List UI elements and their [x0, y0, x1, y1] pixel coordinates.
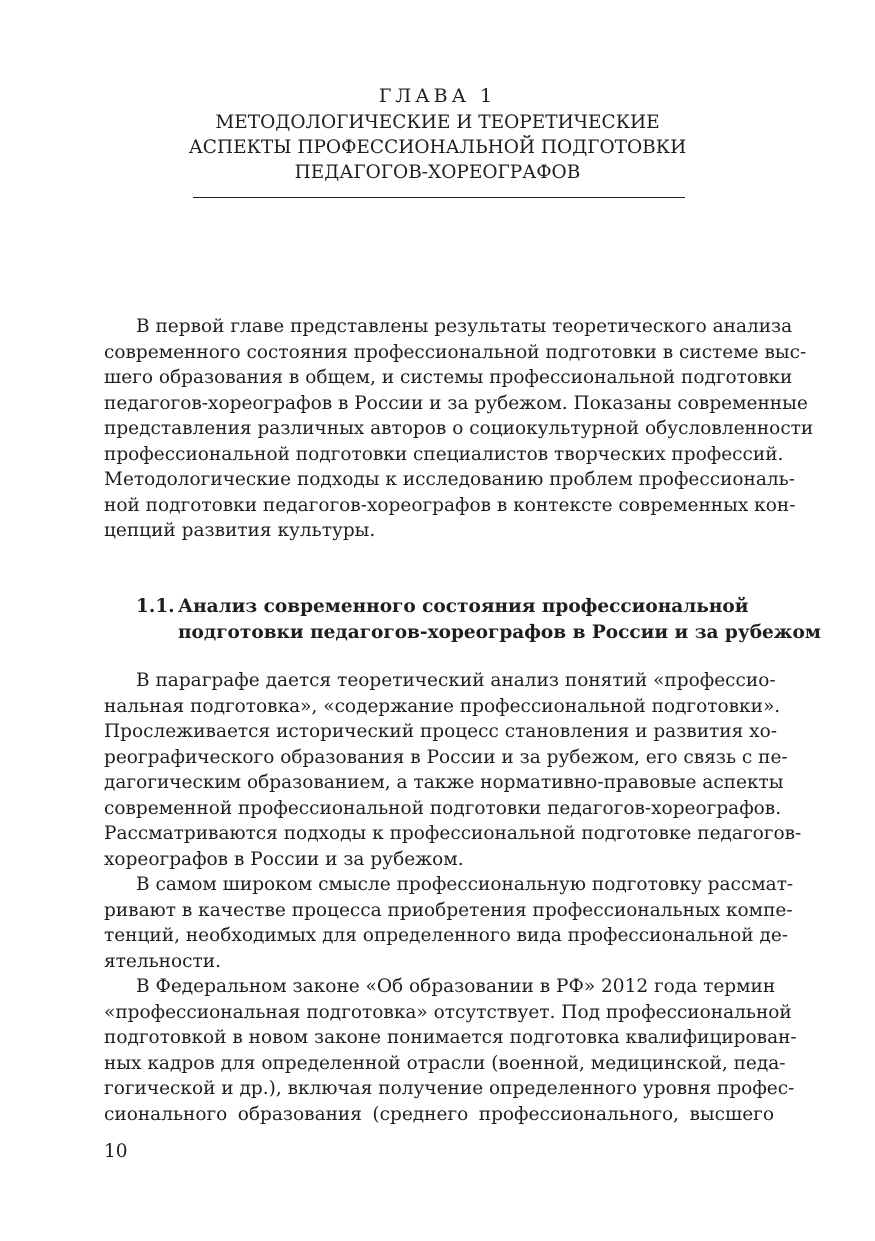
section-number: 1.1. [136, 596, 175, 617]
chapter-label: ГЛАВА 1 [378, 85, 497, 107]
text-line: подготовкой в новом законе понимается подготовка квалифицирован- [104, 1027, 797, 1048]
section-title-line: подготовки педагогов-хореографов в России и за рубежом [178, 622, 821, 643]
chapter-divider [193, 197, 685, 198]
text-line: ятельности. [104, 950, 221, 972]
text-line: ной подготовки педагогов-хореографов в контексте современных кон- [104, 494, 796, 516]
text-line: цепций развития культуры. [104, 520, 376, 541]
chapter-title-line: АСПЕКТЫ ПРОФЕССИОНАЛЬНОЙ ПОДГОТОВКИ [188, 137, 687, 158]
text-line: сионального образования (среднего профессионального, высшего [104, 1103, 774, 1125]
text-line: реографического образования в России и за рубежом, его связь с пе- [104, 746, 788, 768]
text-line: В самом широком смысле профессиональную подготовку рассмат- [136, 874, 794, 895]
text-line: представления различных авторов о социокультурной обусловленности [104, 418, 814, 439]
text-line: В Федеральном законе «Об образовании в РФ» 2012 года термин [136, 976, 776, 997]
text-line: В первой главе представлены результаты теоретического анализа [136, 316, 793, 337]
text-line: дагогическим образованием, а также нормативно-правовые аспекты [104, 772, 784, 793]
intro-paragraph [104, 314, 814, 544]
chapter-title-line: ПЕДАГОГОВ-ХОРЕОГРАФОВ [294, 162, 581, 183]
page-number: 10 [104, 1141, 128, 1162]
text-line: нальная подготовка», «содержание профессиональной подготовки». [104, 695, 781, 717]
chapter-title [0, 110, 875, 185]
text-line: «профессиональная подготовка» отсутствует. Под профессиональной [104, 1001, 792, 1023]
text-line: хореографов в России и за рубежом. [104, 848, 464, 870]
chapter-title-line: МЕТОДОЛОГИЧЕСКИЕ И ТЕОРЕТИЧЕСКИЕ [215, 112, 660, 133]
text-line: ных кадров для определенной отрасли (военной, медицинской, педа- [104, 1052, 786, 1074]
section-body [104, 668, 802, 1127]
text-line: профессиональной подготовки специалистов творческих профессий. [104, 443, 784, 465]
text-line: Методологические подходы к исследованию проблем профессиональ- [104, 469, 795, 490]
text-line: В параграфе дается теоретический анализ понятий «профессио- [136, 670, 776, 691]
section-heading [136, 594, 821, 646]
text-line: современного состояния профессиональной подготовки в системе выс- [104, 341, 807, 363]
section-title-line: Анализ современного состояния профессиональной [178, 596, 749, 617]
text-line: гогической и др.), включая получение определенного уровня профес- [104, 1078, 795, 1099]
text-line: шего образования в общем, и системы профессиональной подготовки [104, 367, 793, 388]
text-line: педагогов-хореографов в России и за рубежом. Показаны современные [104, 392, 808, 414]
text-line: тенций, необходимых для определенного вида профессиональной де- [104, 925, 789, 946]
text-line: современной профессиональной подготовки педагогов-хореографов. [104, 797, 782, 819]
text-line: Рассматриваются подходы к профессиональной подготовке педагогов- [104, 823, 802, 844]
text-line: ривают в качестве процесса приобретения профессиональных компе- [104, 899, 793, 921]
text-line: Прослеживается исторический процесс становления и развития хо- [104, 721, 777, 742]
